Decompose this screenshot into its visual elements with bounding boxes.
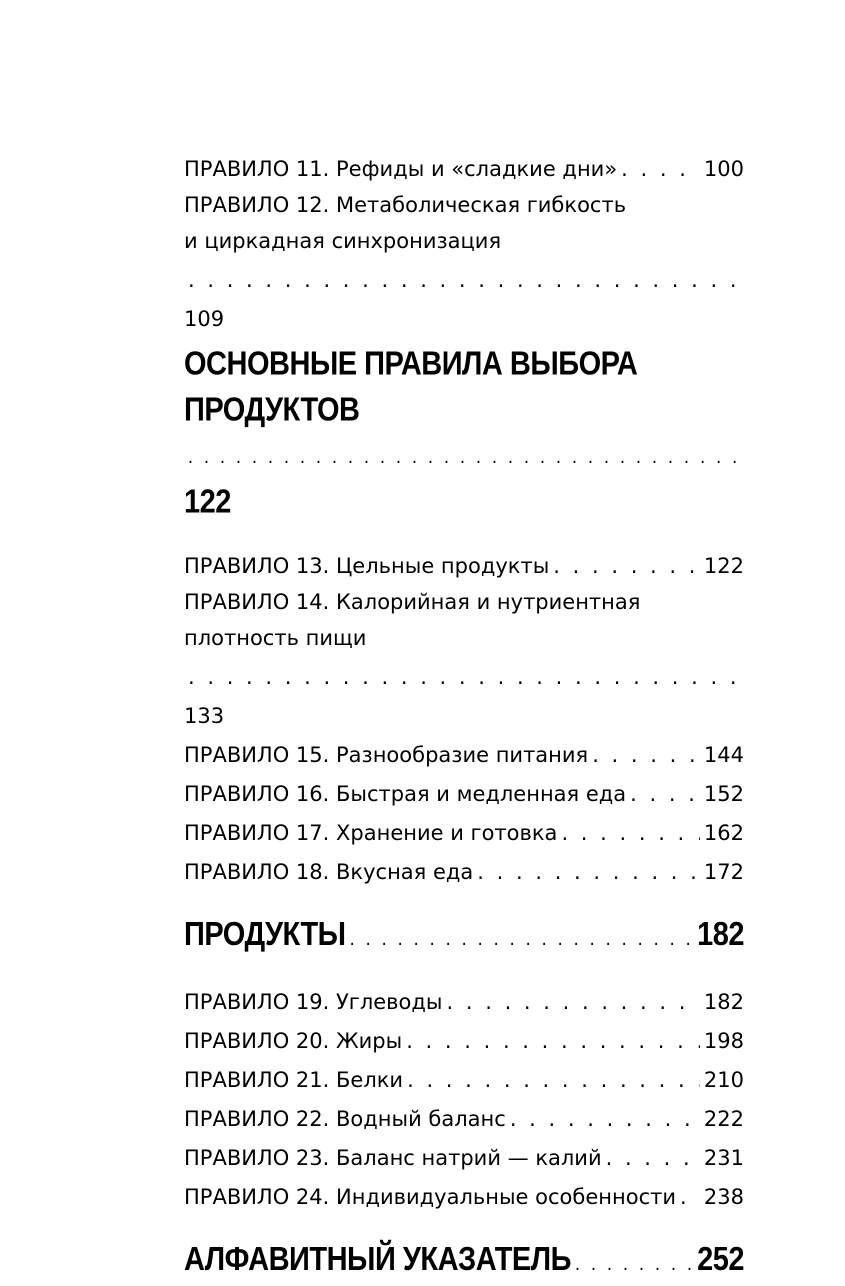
toc-entry-rule-23[interactable] (184, 1139, 744, 1178)
toc-entry-title: ПРАВИЛО 22. Водный баланс (184, 1107, 506, 1131)
toc-entry-title: ПРАВИЛО 16. Быстрая и медленная еда (184, 782, 627, 806)
toc-entry-page: 210 (703, 1068, 744, 1092)
toc-section-basic-rules[interactable] (184, 341, 744, 525)
toc-section-products[interactable] (184, 912, 744, 961)
toc-entry-rule-12[interactable] (184, 189, 744, 339)
toc-section-page: 252 (697, 1241, 744, 1278)
toc-entry-page: 198 (703, 1029, 744, 1053)
dot-leader (350, 915, 694, 961)
toc-entry-title: ПРАВИЛО 20. Жиры (184, 1029, 403, 1053)
toc-entry-page: 100 (703, 157, 744, 181)
toc-entry-rule-20[interactable] (184, 1022, 744, 1061)
toc-entry-page: 172 (703, 860, 744, 884)
toc-entry-title: ПРАВИЛО 15. Разнообразие питания (184, 743, 589, 767)
dot-leader (188, 433, 740, 479)
toc-entry-rule-24[interactable] (184, 1178, 744, 1217)
toc-entry-title: ПРАВИЛО 21. Белки (184, 1068, 404, 1092)
dot-leader (630, 775, 700, 814)
toc-entry-page: 238 (703, 1185, 744, 1209)
toc-section-title-line1: ОСНОВНЫЕ ПРАВИЛА ВЫБОРА (184, 345, 638, 383)
dot-leader (606, 1139, 700, 1178)
toc-entry-rule-17[interactable] (184, 814, 744, 853)
toc-entry-title-line1: ПРАВИЛО 12. Метаболическая гибкость (184, 193, 627, 217)
dot-leader (510, 1100, 700, 1139)
toc-entry-page: 162 (703, 821, 744, 845)
dot-leader (407, 1061, 700, 1100)
dot-leader (575, 1240, 693, 1286)
toc-entry-page: 109 (184, 307, 225, 331)
dot-leader (553, 547, 700, 586)
toc-entry-title: ПРАВИЛО 19. Углеводы (184, 990, 443, 1014)
toc-entry-title: и циркадная синхронизация (184, 229, 502, 253)
toc-entry-rule-14[interactable] (184, 586, 744, 736)
toc-entry-page: 231 (703, 1146, 744, 1170)
toc-entry-title: плотность пищи (184, 626, 367, 650)
toc-entry-rule-18[interactable] (184, 853, 744, 892)
toc-section-page: 122 (184, 483, 231, 521)
toc-entry-rule-15[interactable] (184, 736, 744, 775)
toc-entry-page: 144 (703, 743, 744, 767)
toc-entry-page: 152 (703, 782, 744, 806)
toc-entry-title: ПРАВИЛО 23. Баланс натрий — калий (184, 1146, 602, 1170)
toc-section-title: АЛФАВИТНЫЙ УКАЗАТЕЛЬ (184, 1241, 571, 1278)
toc-entry-rule-13[interactable] (184, 547, 744, 586)
toc-section-page: 182 (697, 916, 744, 953)
toc-entry-rule-19[interactable] (184, 983, 744, 1022)
toc-entry-rule-16[interactable] (184, 775, 744, 814)
dot-leader (621, 150, 700, 189)
dot-leader (477, 853, 700, 892)
toc-entry-title-line1: ПРАВИЛО 14. Калорийная и нутриентная (184, 590, 641, 614)
dot-leader (561, 814, 699, 853)
toc-entry-rule-21[interactable] (184, 1061, 744, 1100)
toc-entry-title: ПРАВИЛО 17. Хранение и готовка (184, 821, 558, 845)
toc-section-title: ПРОДУКТОВ (184, 391, 360, 429)
toc-entry-title: ПРАВИЛО 18. Вкусная еда (184, 860, 474, 884)
dot-leader (592, 736, 700, 775)
dot-leader (188, 261, 740, 300)
toc-entry-page: 182 (703, 990, 744, 1014)
toc-entry-page: 222 (703, 1107, 744, 1131)
toc-entry-title: ПРАВИЛО 13. Цельные продукты (184, 554, 550, 578)
toc-section-title: ПРОДУКТЫ (184, 916, 346, 953)
table-of-contents (184, 150, 744, 1286)
dot-leader (188, 658, 740, 697)
toc-entry-title: ПРАВИЛО 11. Рефиды и «сладкие дни» (184, 157, 618, 181)
toc-entry-rule-11[interactable] (184, 150, 744, 189)
toc-entry-page: 133 (184, 704, 225, 728)
dot-leader (447, 983, 700, 1022)
toc-entry-rule-22[interactable] (184, 1100, 744, 1139)
dot-leader (680, 1178, 700, 1217)
toc-entry-page: 122 (703, 554, 744, 578)
toc-entry-title: ПРАВИЛО 24. Индивидуальные особенности (184, 1185, 677, 1209)
dot-leader (406, 1022, 700, 1061)
toc-section-index[interactable] (184, 1237, 744, 1286)
